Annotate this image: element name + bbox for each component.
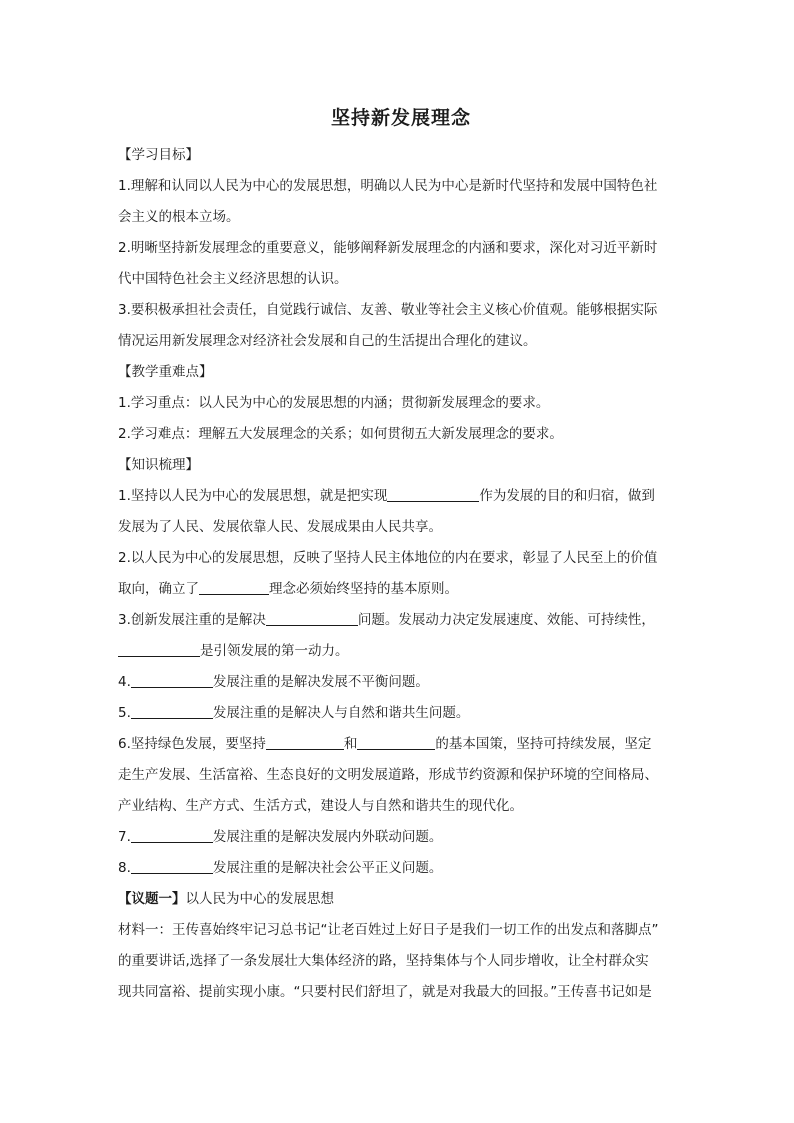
knowledge-text: 3.创新发展注重的是解决 bbox=[118, 612, 266, 628]
knowledge-text: 6.坚持绿色发展，要坚持 bbox=[118, 736, 266, 752]
fill-blank[interactable] bbox=[131, 827, 213, 843]
goal-line: 2.明晰坚持新发展理念的重要意义，能够阐释新发展理念的内涵和要求，深化对习近平新时 bbox=[118, 240, 658, 256]
knowledge-text: 理念必须始终坚持的基本原则。 bbox=[269, 581, 458, 597]
material-line: 的重要讲话,选择了一条发展壮大集体经济的路，坚持集体与个人同步增收，让全村群众实 bbox=[118, 953, 649, 969]
focus-line: 1.学习重点：以人民为中心的发展思想的内涵；贯彻新发展理念的要求。 bbox=[118, 395, 550, 411]
topic-heading bbox=[118, 884, 684, 915]
material-line: 现共同富裕、提前实现小康。“只要村民们舒坦了，就是对我最大的回报。”王传喜书记如是 bbox=[118, 984, 652, 1000]
topic-label: 【议题一】 bbox=[118, 891, 186, 907]
knowledge-text: 4. bbox=[118, 674, 131, 690]
knowledge-item-5 bbox=[118, 698, 684, 729]
fill-blank[interactable] bbox=[199, 579, 269, 595]
knowledge-text: 产业结构、生产方式、生活方式，建设人与自然和谐共生的现代化。 bbox=[118, 798, 523, 814]
knowledge-text: 7. bbox=[118, 829, 131, 845]
goal-line: 会主义的根本立场。 bbox=[118, 209, 240, 225]
fill-blank[interactable] bbox=[266, 734, 344, 750]
knowledge-item-2-cont bbox=[118, 574, 684, 605]
goal-line: 代中国特色社会主义经济思想的认识。 bbox=[118, 271, 348, 287]
knowledge-text: 1.坚持以人民为中心的发展思想，就是把实现 bbox=[118, 488, 388, 504]
topic-title: 以人民为中心的发展思想 bbox=[185, 891, 334, 907]
knowledge-text: 问题。发展动力决定发展速度、效能、可持续性， bbox=[357, 612, 655, 628]
knowledge-text: 走生产发展、生活富裕、生态良好的文明发展道路，形成节约资源和保护环境的空间格局、 bbox=[118, 767, 658, 783]
material-line: 材料一：王传喜始终牢记习总书记“让老百姓过上好日子是我们一切工作的出发点和落脚点” bbox=[118, 922, 659, 938]
fill-blank[interactable] bbox=[387, 486, 479, 502]
fill-blank[interactable] bbox=[131, 858, 213, 874]
knowledge-item-7 bbox=[118, 822, 684, 853]
knowledge-item-2: 2.以人民为中心的发展思想，反映了坚持人民主体地位的内在要求，彰显了人民至上的价值 bbox=[118, 550, 658, 566]
knowledge-text: 作为发展的目的和归宿，做到 bbox=[479, 488, 655, 504]
section-heading-knowledge: 【知识梳理】 bbox=[118, 457, 199, 473]
fill-blank[interactable] bbox=[131, 672, 213, 688]
goal-line: 3.要积极承担社会责任，自觉践行诚信、友善、敬业等社会主义核心价值观。能够根据实际 bbox=[118, 302, 658, 318]
knowledge-item-3 bbox=[118, 605, 684, 636]
knowledge-item-6 bbox=[118, 729, 684, 760]
knowledge-item-8 bbox=[118, 853, 684, 884]
goal-line: 情况运用新发展理念对经济社会发展和自己的生活提出合理化的建议。 bbox=[118, 333, 537, 349]
knowledge-item-4 bbox=[118, 667, 684, 698]
fill-blank[interactable] bbox=[266, 610, 358, 626]
fill-blank[interactable] bbox=[131, 703, 213, 719]
knowledge-item-3-cont bbox=[118, 636, 684, 667]
knowledge-text: 和 bbox=[343, 736, 358, 752]
knowledge-text: 是引领发展的第一动力。 bbox=[200, 643, 349, 659]
knowledge-text: 发展为了人民、发展依靠人民、发展成果由人民共享。 bbox=[118, 519, 442, 535]
knowledge-text: 的基本国策，坚持可持续发展，坚定 bbox=[435, 736, 652, 752]
knowledge-text: 发展注重的是解决发展内外联动问题。 bbox=[212, 829, 443, 845]
section-heading-goals: 【学习目标】 bbox=[118, 147, 199, 163]
knowledge-text: 发展注重的是解决人与自然和谐共生问题。 bbox=[212, 705, 470, 721]
focus-line: 2.学习难点：理解五大发展理念的关系；如何贯彻五大新发展理念的要求。 bbox=[118, 426, 563, 442]
document-body bbox=[118, 104, 684, 1008]
knowledge-item-1 bbox=[118, 481, 684, 512]
page-title: 坚持新发展理念 bbox=[330, 107, 471, 129]
section-heading-focus: 【教学重难点】 bbox=[118, 364, 213, 380]
fill-blank[interactable] bbox=[118, 641, 200, 657]
knowledge-text: 发展注重的是解决发展不平衡问题。 bbox=[212, 674, 429, 690]
goal-line: 1.理解和认同以人民为中心的发展思想，明确以人民为中心是新时代坚持和发展中国特色社 bbox=[118, 178, 658, 194]
knowledge-text: 8. bbox=[118, 860, 131, 876]
fill-blank[interactable] bbox=[357, 734, 435, 750]
knowledge-text: 发展注重的是解决社会公平正义问题。 bbox=[212, 860, 443, 876]
knowledge-text: 5. bbox=[118, 705, 131, 721]
knowledge-text: 取向，确立了 bbox=[118, 581, 199, 597]
